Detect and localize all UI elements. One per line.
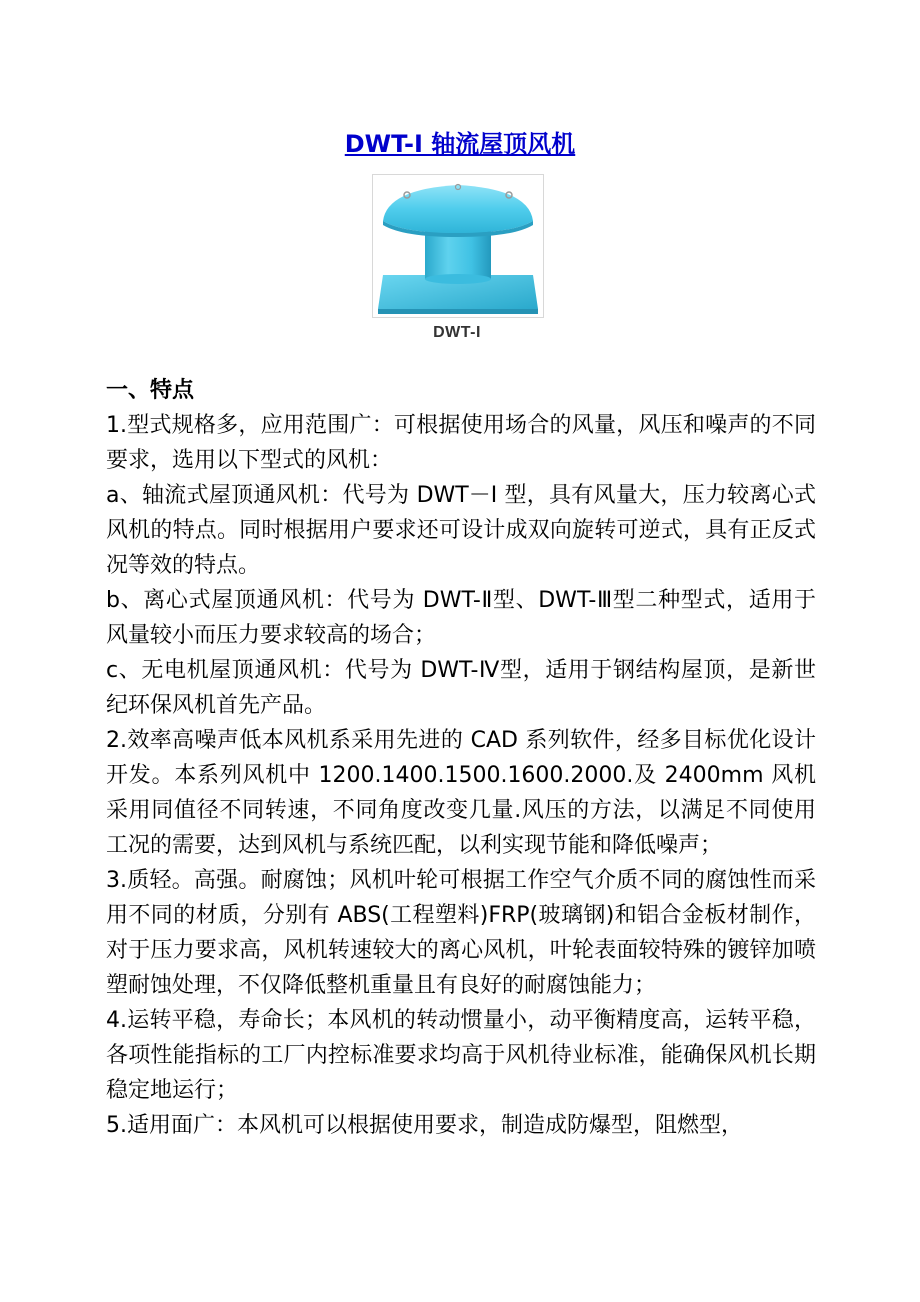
document-body (106, 373, 816, 1143)
paragraph-1: 1.型式规格多，应用范围广：可根据使用场合的风量，风压和噪声的不同要求，选用以下型式的风机： (106, 413, 816, 473)
fan-product-image (372, 174, 544, 318)
figure-caption: DWT-I (433, 324, 481, 341)
paragraph-2: 2.效率高噪声低本风机系采用先进的 CAD 系列软件，经多目标优化设计开发。本系列风机中 1200.1400.1500.1600.2000.及 2400mm 风机采用同值径不同转速，不同角度改变几量.风压的方法，以满足不同使用工况的需要，达到风机与系统匹配，以利实现节能和降低噪声； (106, 728, 816, 858)
paragraph-b: b、离心式屋顶通风机：代号为 DWT-Ⅱ型、DWT-Ⅲ型二种型式，适用于风量较小而压力要求较高的场合； (106, 588, 816, 648)
paragraph-c: c、无电机屋顶通风机：代号为 DWT-Ⅳ型，适用于钢结构屋顶，是新世纪环保风机首先产品。 (106, 658, 816, 718)
document-title: DWT-I 轴流屋顶风机 (344, 130, 576, 158)
paragraph-a: a、轴流式屋顶通风机：代号为 DWT－I 型，具有风量大，压力较离心式风机的特点。同时根据用户要求还可设计成双向旋转可逆式，具有正反式况等效的特点。 (106, 483, 816, 578)
paragraph-3: 3.质轻。高强。耐腐蚀；风机叶轮可根据工作空气介质不同的腐蚀性而采用不同的材质，分别有 ABS(工程塑料)FRP(玻璃钢)和铝合金板材制作，对于压力要求高，风机转速较大的离心风机，叶轮表面较特殊的镀锌加喷塑耐蚀处理，不仅降低整机重量且有良好的耐腐蚀能力； (106, 868, 816, 998)
section-heading: 一、特点 (106, 378, 195, 403)
paragraph-4: 4.运转平稳，寿命长；本风机的转动惯量小，动平衡精度高，运转平稳，各项性能指标的工厂内控标准要求均高于风机待业标准，能确保风机长期稳定地运行； (106, 1008, 816, 1103)
paragraph-5: 5.适用面广：本风机可以根据使用要求，制造成防爆型，阻燃型， (106, 1113, 743, 1138)
roof-fan-illustration (373, 175, 543, 317)
